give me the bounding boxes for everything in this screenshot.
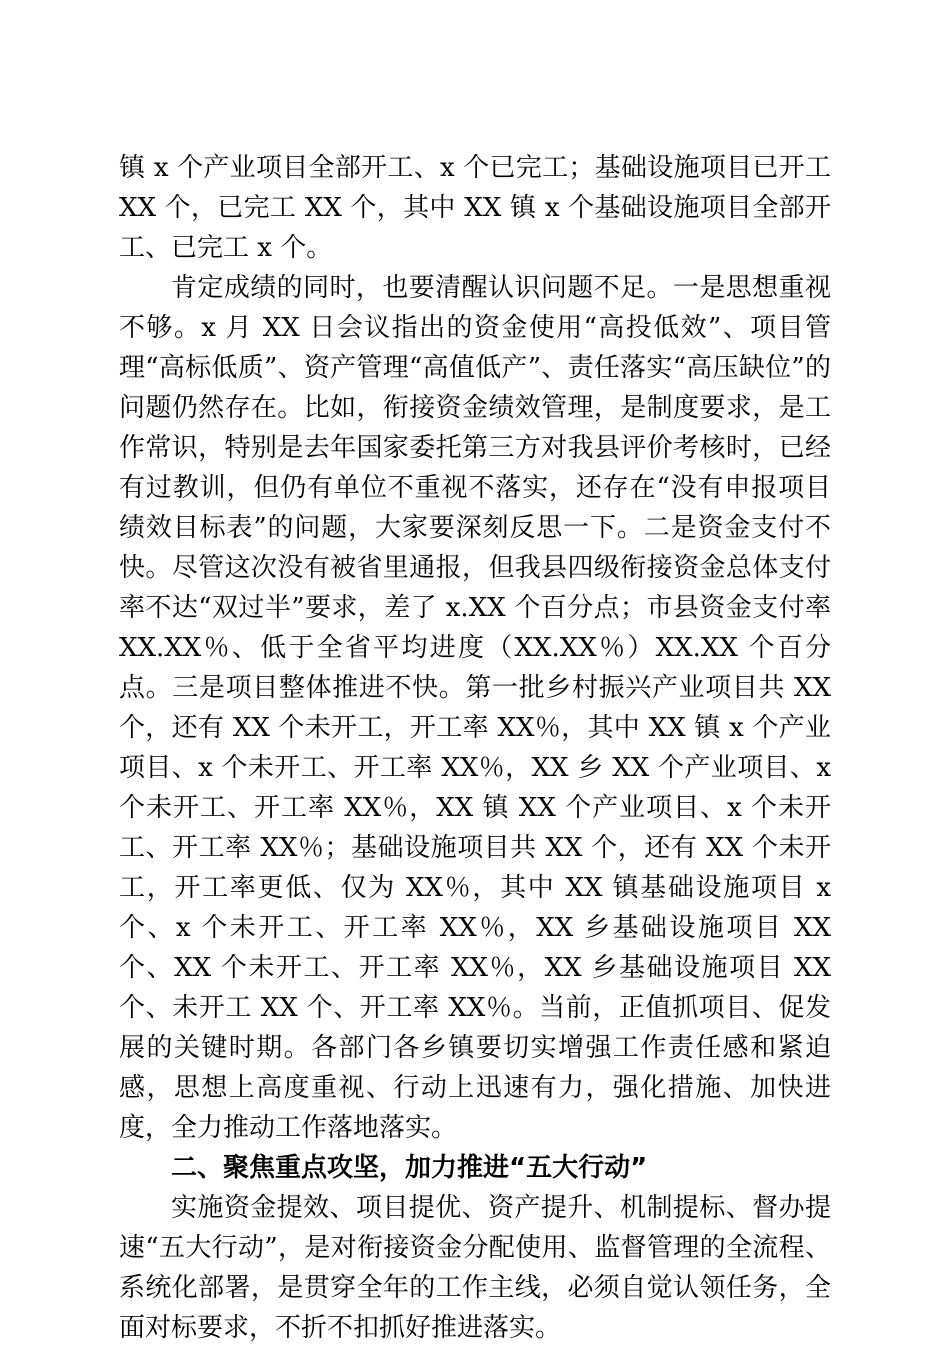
document-body <box>119 148 831 1348</box>
paragraph-continuation: 镇 x 个产业项目全部开工、x 个已完工；基础设施项目已开工 XX 个，已完工 XX 个，其中 XX 镇 x 个基础设施项目全部开工、已完工 x 个。 <box>119 153 831 263</box>
paragraph-five-actions: 实施资金提效、项目提优、资产提升、机制提标、督办提速“五大行动”，是对衔接资金分配使用、监督管理的全流程、系统化部署，是贯穿全年的工作主线，必须自觉认领任务，全面对标要求，不折不扣抓好推进落实。 <box>119 1193 831 1343</box>
paragraph-problems: 肯定成绩的同时，也要清醒认识问题不足。一是思想重视不够。x 月 XX 日会议指出的资金使用“高投低效”、项目管理“高标低质”、资产管理“高值低产”、责任落实“高压缺位”的问题仍然存在。比如，衔接资金绩效管理，是制度要求，是工作常识，特别是去年国家委托第三方对我县评价考核时，已经有过教训，但仍有单位不重视不落实，还存在“没有申报项目绩效目标表”的问题，大家要深刻反思一下。二是资金支付不快。尽管这次没有被省里通报，但我县四级衔接资金总体支付率不达“双过半”要求，差了 x.XX 个百分点；市县资金支付率 XX.XX％、低于全省平均进度（XX.XX％）XX.XX 个百分点。三是项目整体推进不快。第一批乡村振兴产业项目共 XX 个，还有 XX 个未开工，开工率 XX％，其中 XX 镇 x 个产业项目、x 个未开工、开工率 XX％，XX 乡 XX 个产业项目、x 个未开工、开工率 XX％，XX 镇 XX 个产业项目、x 个未开工、开工率 XX％；基础设施项目共 XX 个，还有 XX 个未开工，开工率更低、仅为 XX％，其中 XX 镇基础设施项目 x 个、x 个未开工、开工率 XX％，XX 乡基础设施项目 XX 个、XX 个未开工、开工率 XX％，XX 乡基础设施项目 XX 个、未开工 XX 个、开工率 XX％。当前，正值抓项目、促发展的关键时期。各部门各乡镇要切实增强工作责任感和紧迫感，思想上高度重视、行动上迅速有力，强化措施、加快进度，全力推动工作落地落实。 <box>119 273 831 1143</box>
section-heading: 二、聚焦重点攻坚，加力推进“五大行动” <box>171 1153 648 1183</box>
